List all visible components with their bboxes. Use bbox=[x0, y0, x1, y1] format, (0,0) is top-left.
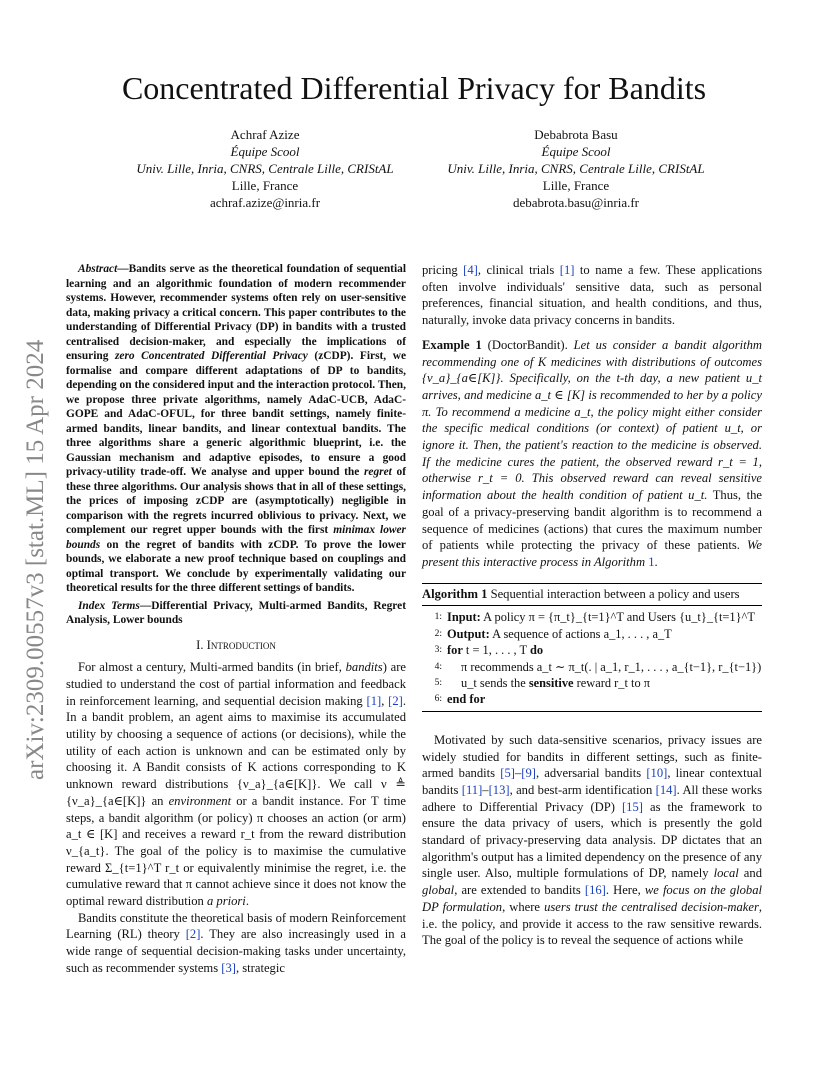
citation-link[interactable]: [5] bbox=[500, 766, 515, 781]
algorithm-line bbox=[422, 642, 762, 658]
abstract-text: —Bandits serve as the theoretical foundation of sequential learning and an algorithmic foundation of modern recommender systems. However, recommender systems often rely on user-sensitive data, making privacy a critical concern. This paper contributes to the understanding of Differential Privacy (DP) in bandits with a trusted centralised decision-maker, and especially the implications of ensuring bbox=[66, 263, 406, 362]
line-text: A policy π = {π_t}_{t=1}^T and Users {u_t}_{t=1}^T bbox=[480, 610, 755, 625]
text-emphasis: a priori bbox=[206, 894, 246, 909]
line-content bbox=[447, 691, 485, 707]
text: , where bbox=[502, 899, 545, 914]
citation-link[interactable]: [13] bbox=[488, 782, 510, 797]
text: . They are also increasingly used in a wide range of sequential decision-making tasks under uncertainty, such as recommender systems bbox=[66, 927, 407, 975]
author-affiliation: Univ. Lille, Inria, CNRS, Centrale Lille, CRIStAL bbox=[136, 161, 394, 176]
text: , adversarial bandits bbox=[535, 766, 647, 781]
line-number: 3: bbox=[434, 645, 442, 656]
keyword: Input: bbox=[447, 610, 481, 625]
algorithm-line bbox=[422, 609, 762, 625]
algorithm-line bbox=[422, 626, 762, 642]
example-text: Let us consider a bandit algorithm recommending one of K medicines with distributions of outcomes {ν_a}_{a∈[K]}. Specifically, on the t-th day, a new patient u_t arrives, and medicine a_t ∈ [K] is recommended to her by a policy π. To recommend a medicine a_t, the policy might either consider the specific medical conditions (or context) of patient u_t, or ignore it. Then, the patient's reaction to the medicine is observed. If the medicine cures the patient, the observed reward r_t = 1, otherwise r_t = 0. This observed reward can reveal sensitive information about the health condition of patient u_t. bbox=[422, 337, 762, 503]
text: as the framework to ensure the data privacy of users, which is presently the gold standard of privacy-preserving data analysis. DP dictates that an algorithm's output has a limited dependency on the presence of any single user. Also, multiple formulations of DP, namely bbox=[422, 799, 763, 881]
line-number: 6: bbox=[434, 694, 442, 705]
text: to name a few. These applications often involve individuals' sensitive data, such as personal preferences, financial situation, and health conditions, and thus, naturally, invoke data privacy concerns in bandits. bbox=[422, 263, 762, 328]
citation-link[interactable]: [9] bbox=[521, 766, 536, 781]
text-emphasis: environment bbox=[168, 793, 232, 808]
author-email: debabrota.basu@inria.fr bbox=[512, 195, 640, 210]
abstract-emphasis: zero Concentrated Differential Privacy bbox=[114, 350, 308, 362]
text: Bandits constitute the theoretical basis of modern Reinforcement Learning (RL) theory bbox=[66, 910, 406, 942]
line-text: u_t sends the bbox=[461, 675, 529, 690]
citation-link[interactable]: [15] bbox=[621, 799, 643, 814]
line-content bbox=[447, 675, 650, 691]
text: . bbox=[245, 894, 249, 909]
author-block-2 bbox=[406, 126, 746, 211]
text: , are extended to bandits bbox=[454, 883, 585, 898]
algorithm-line bbox=[422, 675, 762, 691]
citation-link[interactable]: [10] bbox=[646, 766, 668, 781]
citation-link[interactable]: [11] bbox=[461, 782, 483, 797]
text: , bbox=[381, 693, 389, 708]
text: , strategic bbox=[235, 960, 285, 975]
author-name: Achraf Azize bbox=[230, 127, 300, 142]
algorithm-line bbox=[422, 659, 762, 675]
text-emphasis: bandits bbox=[345, 660, 383, 675]
line-number: 1: bbox=[434, 612, 442, 623]
citation-link[interactable]: [2] bbox=[388, 693, 403, 708]
author-block-1 bbox=[95, 126, 435, 211]
index-terms bbox=[66, 599, 406, 628]
text: , clinical trials bbox=[477, 263, 560, 277]
algorithm-body bbox=[422, 606, 762, 710]
abstract-label: Abstract bbox=[78, 263, 118, 275]
author-location: Lille, France bbox=[231, 178, 299, 193]
example-text: We present this interactive process in Algorithm bbox=[422, 538, 762, 569]
line-content bbox=[447, 659, 761, 675]
citation-link[interactable]: [1] bbox=[366, 693, 382, 708]
keyword: for bbox=[447, 643, 463, 658]
text: pricing bbox=[422, 263, 464, 277]
line-content bbox=[447, 626, 672, 642]
keyword: Output: bbox=[447, 626, 490, 641]
text-emphasis: users trust the centralised decision-maker bbox=[544, 899, 759, 914]
text: ) are studied to understand the cost of partial information and feedback in reinforcement learning, and sequential decision making bbox=[66, 660, 407, 708]
text: . All these works adhere to Differential Privacy (DP) bbox=[422, 782, 762, 814]
abstract-text: of these three algorithms. Our analysis shows that in all of these settings, the prices of imposing zCDP are (asymptotically) negligible in comparison with the regrets incurred oblivious to privacy. Next, we complement our regret upper bounds with the first bbox=[66, 466, 407, 536]
abstract-emphasis: minimax lower bounds bbox=[66, 524, 406, 551]
keyword: do bbox=[529, 643, 544, 658]
author-team: Équipe Scool bbox=[230, 144, 300, 159]
paragraph bbox=[422, 262, 762, 329]
author-name: Debabrota Basu bbox=[534, 127, 618, 142]
algorithm-line bbox=[422, 691, 762, 707]
text-emphasis: global bbox=[422, 883, 455, 898]
text: . Here, bbox=[605, 883, 645, 898]
text: . In a bandit problem, an agent aims to maximise its accumulated utility by choosing a sequence of actions (or decisions), while the utility of each action is unknown and can be estimated only by choosing it. A Bandit consists of K actions corresponding to K unknown reward distributions {ν_a}_{a∈[K]}. We call ν ≜ {ν_a}_{a∈[K]} an bbox=[66, 693, 407, 808]
text: – bbox=[482, 782, 489, 797]
example-text: Thus, the goal of a privacy-preserving bandit algorithm is to recommend a sequence of medicines (actions) that cures the maximum number of patients while protecting the privacy of these patients. bbox=[422, 488, 763, 553]
line-content bbox=[447, 609, 755, 625]
index-terms-label: Index Terms bbox=[78, 599, 140, 612]
text: and bbox=[738, 866, 762, 881]
keyword: end for bbox=[447, 692, 486, 707]
citation-link[interactable]: [1] bbox=[559, 263, 575, 277]
abstract-text: on the regret of bandits with zCDP. To prove the lower bounds, we elaborate a new proof technique based on couplings and optimal transport. We conclude by experimentally validating our theoretical results for the three different settings of bandits. bbox=[66, 538, 406, 594]
paragraph bbox=[66, 659, 406, 910]
algorithm-label: Algorithm 1 bbox=[422, 586, 488, 601]
text: . bbox=[654, 554, 658, 569]
text: , linear contextual bandits bbox=[422, 766, 762, 797]
author-team: Équipe Scool bbox=[541, 144, 611, 159]
example-name: (DoctorBandit). bbox=[481, 337, 568, 352]
author-affiliation: Univ. Lille, Inria, CNRS, Centrale Lille, CRIStAL bbox=[447, 161, 705, 176]
text-emphasis: we focus on the global DP formulation bbox=[422, 883, 762, 914]
text: , and best-arm identification bbox=[509, 782, 656, 797]
keyword: sensitive bbox=[528, 675, 574, 690]
right-column bbox=[422, 262, 762, 949]
example-block bbox=[422, 337, 762, 571]
text: or a bandit instance. For T time steps, a bandit algorithm (or policy) π chooses an action (or arm) a_t ∈ [K] and receives a reward r_t from the reward distribution ν_{a_t}. The goal of the policy is to maximise the cumulative reward Σ_{t=1}^T r_t or equivalently minimise the regret, i.e. the cumulative reward that π cannot achieve since it does not know the optimal reward distribution bbox=[66, 793, 407, 909]
algorithm-ref-link[interactable]: 1 bbox=[648, 554, 655, 569]
paragraph bbox=[66, 910, 406, 977]
arxiv-identifier: arXiv:2309.00557v3 [stat.ML] 15 Apr 2024 bbox=[22, 339, 49, 780]
line-text: π recommends a_t ∼ π_t(. | a_1, r_1, . . . , a_{t−1}, r_{t−1}) bbox=[461, 659, 762, 674]
author-email: achraf.azize@inria.fr bbox=[209, 195, 321, 210]
citation-link[interactable]: [3] bbox=[221, 960, 236, 975]
section-heading: I. Introduction bbox=[196, 637, 276, 652]
line-text: reward r_t to π bbox=[573, 675, 651, 690]
abstract bbox=[66, 262, 406, 596]
example-label: Example 1 bbox=[422, 337, 482, 352]
citation-link[interactable]: [14] bbox=[655, 782, 677, 797]
paper-title: Concentrated Differential Privacy for Bandits bbox=[121, 70, 707, 106]
text: – bbox=[514, 766, 522, 781]
citation-link[interactable]: [2] bbox=[185, 927, 201, 942]
text: For almost a century, Multi-armed bandits (in brief, bbox=[78, 660, 346, 675]
algorithm-caption bbox=[422, 584, 762, 607]
line-text: t = 1, . . . , T bbox=[462, 643, 530, 658]
author-location: Lille, France bbox=[542, 178, 610, 193]
citation-link[interactable]: [4] bbox=[463, 263, 478, 277]
paragraph bbox=[422, 732, 762, 949]
text: Motivated by such data-sensitive scenarios, privacy issues are widely studied for bandits in different settings, such as finite-armed bandits bbox=[422, 732, 762, 781]
abstract-text: (zCDP). First, we formalise and compare different adaptations of DP to bandits, depending on the considered input and the interaction protocol. Then, we propose three private algorithms, namely AdaC-UCB, AdaC-GOPE and AdaC-OFUL, for three bandit settings, namely finite-armed bandits, linear bandits, and linear contextual bandits. The three algorithms share a generic algorithmic blueprint, i.e. the Gaussian mechanism and adaptive episodes, to ensure a good privacy-utility trade-off. We analyse and upper bound the bbox=[66, 350, 406, 478]
citation-link[interactable]: [16] bbox=[584, 883, 606, 898]
line-number: 5: bbox=[434, 677, 442, 688]
text: , i.e. the policy, and provide it access to the raw sensitive rewards. The goal of the policy is to reveal the sequence of actions while bbox=[422, 899, 763, 948]
line-number: 4: bbox=[434, 661, 442, 672]
left-column bbox=[66, 262, 406, 977]
algorithm-caption-text: Sequential interaction between a policy and users bbox=[490, 586, 740, 601]
index-terms-text: —Differential Privacy, Multi-armed Bandits, Regret Analysis, Lower bounds bbox=[66, 599, 406, 626]
abstract-emphasis: regret bbox=[364, 466, 392, 478]
line-text: A sequence of actions a_1, . . . , a_T bbox=[489, 626, 672, 641]
line-number: 2: bbox=[434, 628, 442, 639]
text-emphasis: local bbox=[713, 866, 739, 881]
line-content bbox=[447, 642, 543, 658]
algorithm-box bbox=[422, 583, 762, 712]
